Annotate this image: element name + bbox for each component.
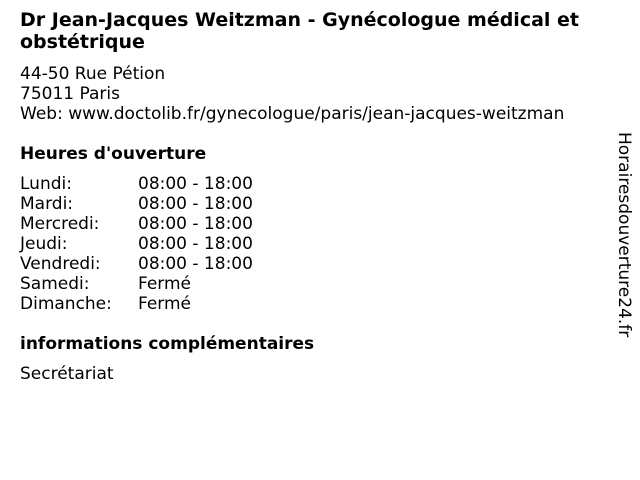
day-label: Mardi: [20,194,74,214]
time-value: Fermé [138,274,192,294]
time-value: 08:00 - 18:00 [138,234,253,254]
hours-row-saturday [20,274,253,294]
opening-hours-heading: Heures d'ouverture [20,144,207,164]
day-label: Jeudi: [20,234,68,254]
day-label: Dimanche: [20,294,112,314]
day-label: Mercredi: [20,214,100,234]
time-value: 08:00 - 18:00 [138,174,253,194]
additional-info-heading: informations complémentaires [20,334,315,354]
opening-hours-table [20,174,253,314]
day-label: Lundi: [20,174,72,194]
site-watermark: Horairesdouverture24.fr [614,132,634,338]
day-label: Samedi: [20,274,90,294]
hours-row-monday [20,174,253,194]
time-value: 08:00 - 18:00 [138,254,253,274]
hours-row-sunday [20,294,253,314]
address-street: 44-50 Rue Pétion [20,64,166,84]
address-city: 75011 Paris [20,84,120,104]
day-label: Vendredi: [20,254,101,274]
hours-row-thursday [20,234,253,254]
hours-row-friday [20,254,253,274]
website-link[interactable]: Web: www.doctolib.fr/gynecologue/paris/jean-jacques-weitzman [20,104,565,124]
hours-row-tuesday [20,194,253,214]
hours-row-wednesday [20,214,253,234]
additional-info-text: Secrétariat [20,364,114,384]
address-block [20,64,564,124]
page-title: Dr Jean-Jacques Weitzman - Gynécologue médical et obstétrique [20,9,579,53]
time-value: 08:00 - 18:00 [138,214,253,234]
time-value: Fermé [138,294,192,314]
time-value: 08:00 - 18:00 [138,194,253,214]
